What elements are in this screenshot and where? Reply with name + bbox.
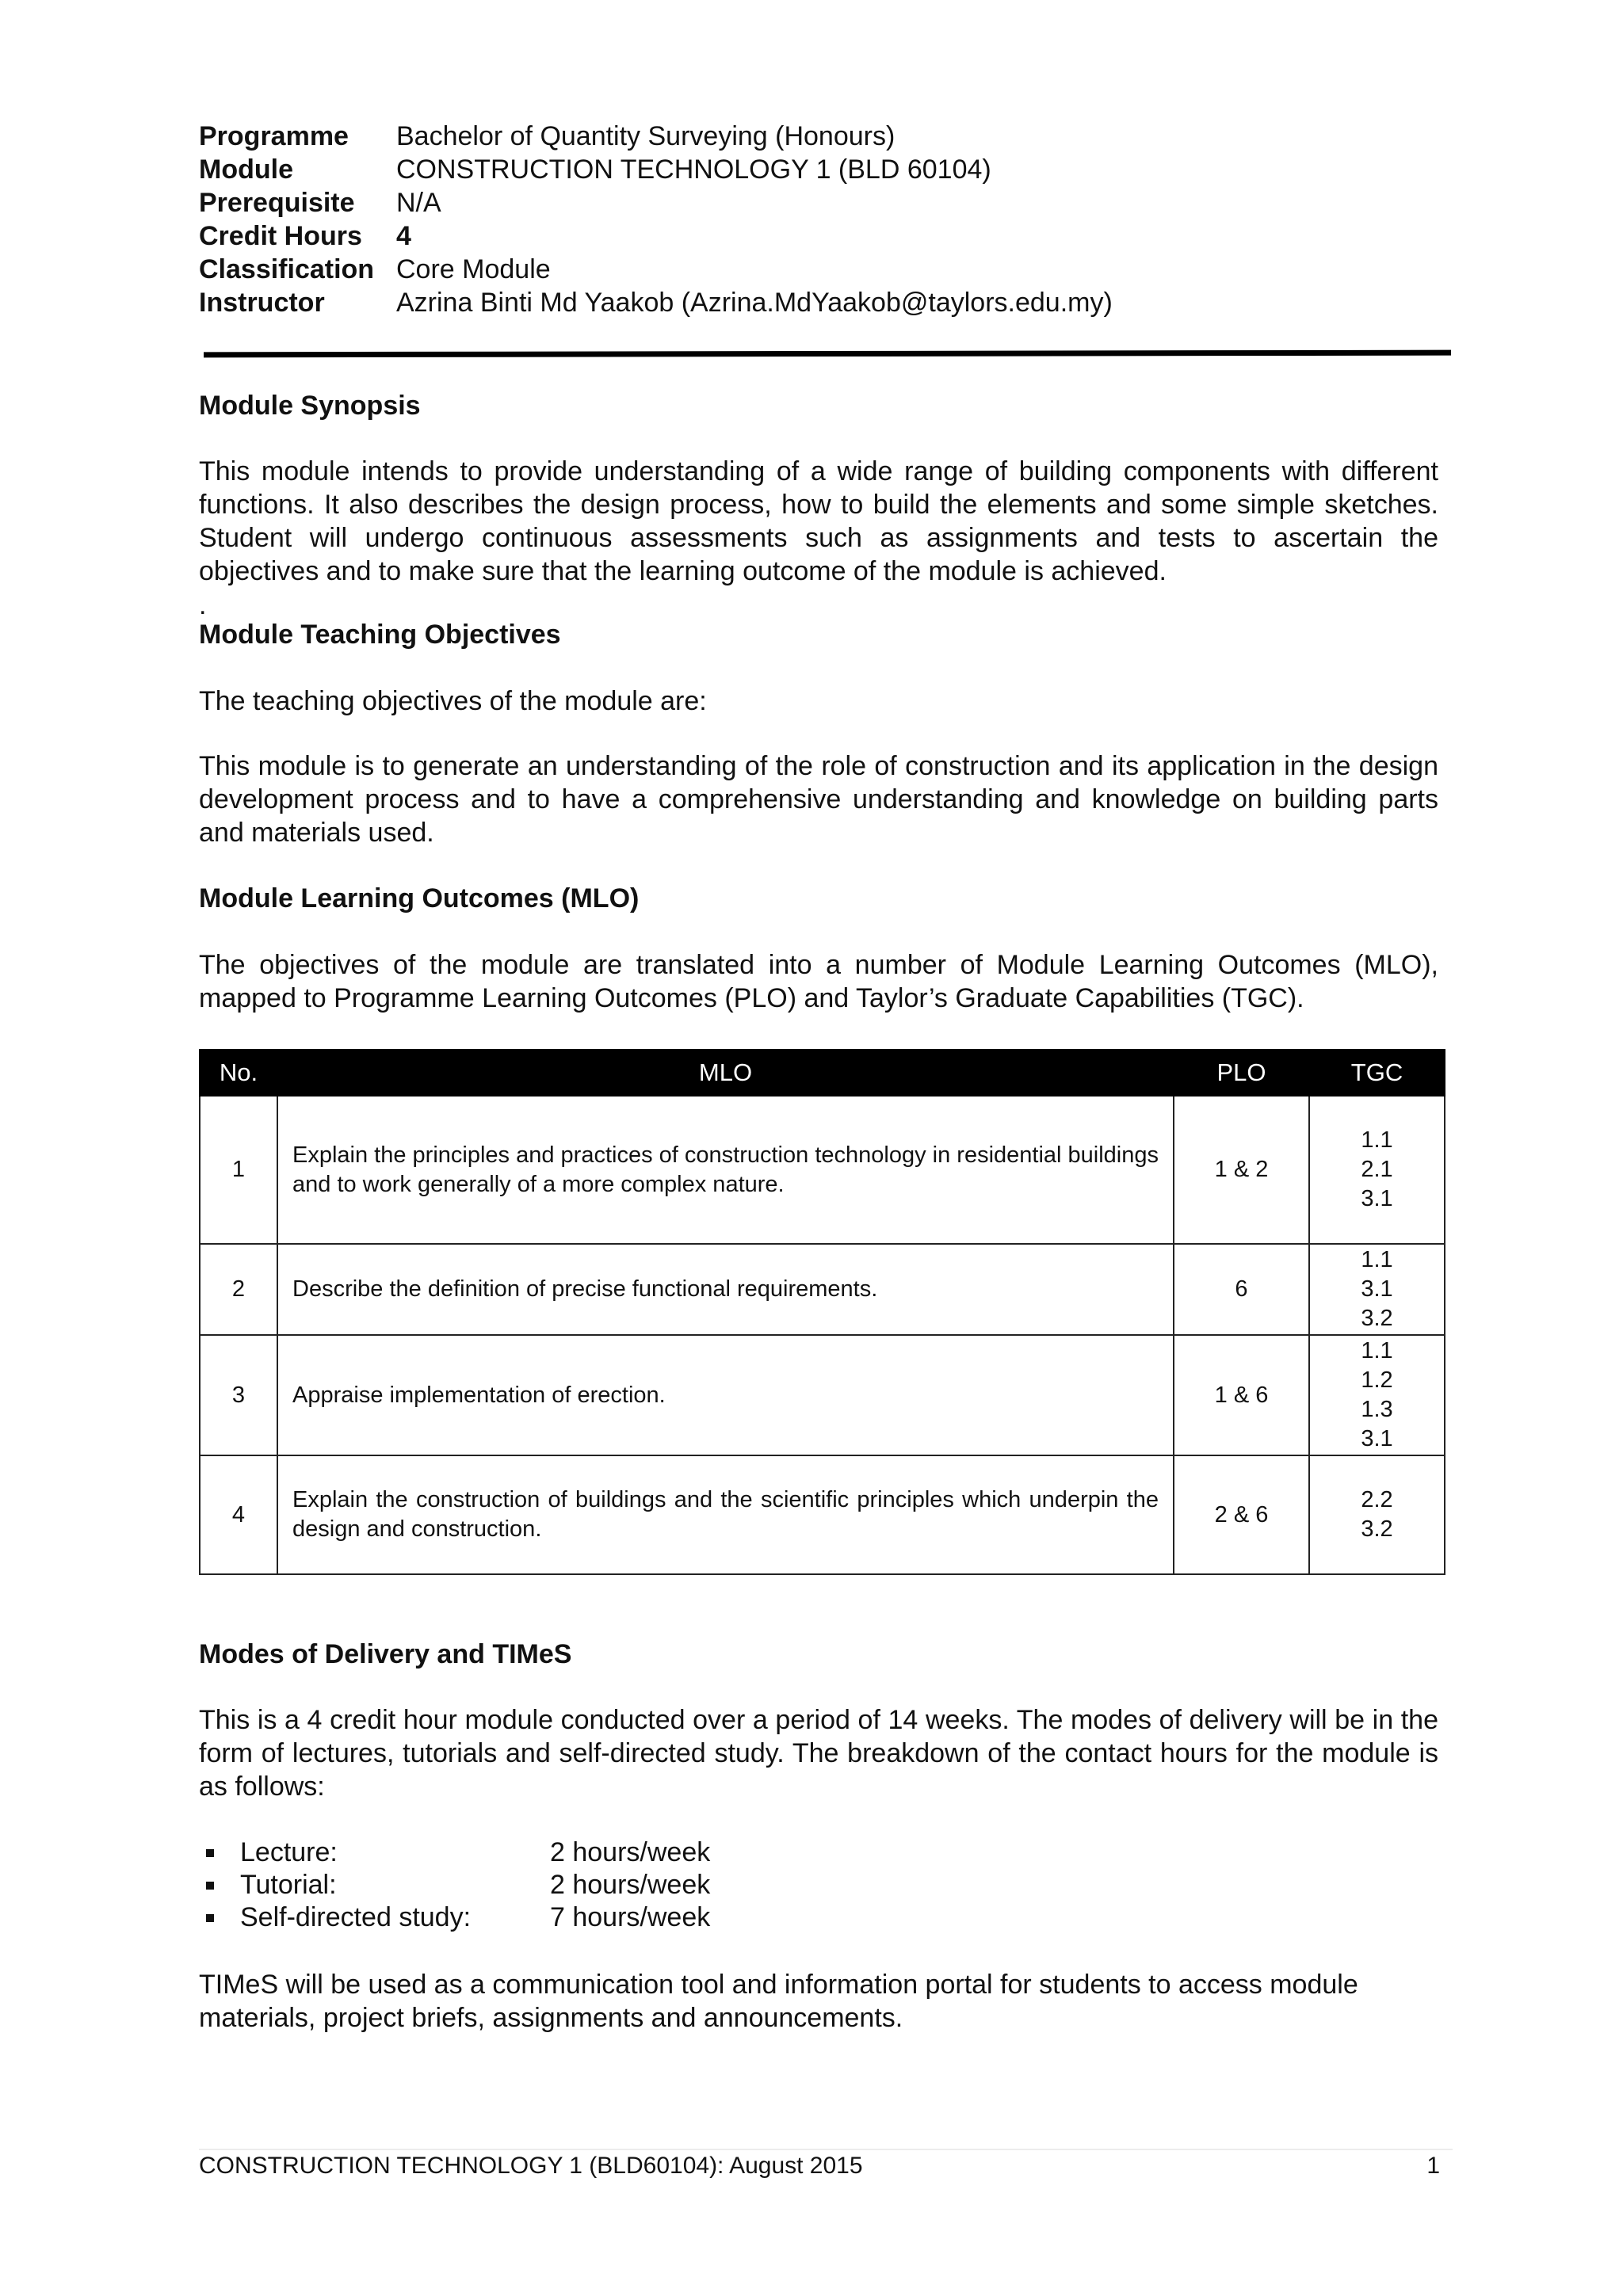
cell-no: 1 xyxy=(200,1096,277,1244)
cell-plo: 2 & 6 xyxy=(1174,1455,1309,1574)
info-row-prerequisite xyxy=(199,186,1113,219)
cell-tgc xyxy=(1309,1244,1445,1335)
info-row-module xyxy=(199,153,1113,186)
tgc-value: 3.2 xyxy=(1361,1306,1393,1331)
tgc-value: 2.2 xyxy=(1361,1487,1393,1512)
cell-tgc xyxy=(1309,1096,1445,1244)
table-row xyxy=(200,1455,1445,1574)
info-label: Prerequisite xyxy=(199,188,355,218)
stray-period: . xyxy=(199,590,207,620)
header-divider xyxy=(204,350,1451,358)
tgc-value: 1.1 xyxy=(1361,1247,1393,1272)
header-no: No. xyxy=(200,1050,277,1096)
table-header-row xyxy=(200,1050,1445,1096)
objectives-heading: Module Teaching Objectives xyxy=(199,620,561,650)
synopsis-body: This module intends to provide understanding of a wide range of building components with different functions. It also describes the design process, how to build the elements and some simple sketches. Student will undergo continuous assessments such as assignments and tests to ascertain the objectives and to make sure that the learning outcome of the module is achieved. xyxy=(199,456,1438,586)
tgc-value: 1.1 xyxy=(1361,1127,1393,1153)
synopsis-heading: Module Synopsis xyxy=(199,391,421,421)
item-value: 2 hours/week xyxy=(550,1837,711,1867)
tgc-value: 3.2 xyxy=(1361,1516,1393,1542)
cell-no: 4 xyxy=(200,1455,277,1574)
info-row-programme xyxy=(199,120,1113,153)
bullet-icon xyxy=(206,1882,214,1890)
tgc-value: 1.3 xyxy=(1361,1397,1393,1422)
list-item xyxy=(199,1836,710,1869)
tgc-value: 3.1 xyxy=(1361,1426,1393,1451)
header-mlo: MLO xyxy=(277,1050,1174,1096)
tgc-value: 1.1 xyxy=(1361,1338,1393,1363)
info-value: Azrina Binti Md Yaakob (Azrina.MdYaakob@taylors.edu.my) xyxy=(396,288,1113,318)
page-number: 1 xyxy=(1426,2153,1440,2179)
cell-mlo: Appraise implementation of erection. xyxy=(277,1335,1174,1455)
info-value: 4 xyxy=(396,221,411,251)
contact-hours-list xyxy=(199,1836,710,1934)
cell-plo: 1 & 2 xyxy=(1174,1096,1309,1244)
module-info xyxy=(199,120,1113,319)
delivery-heading: Modes of Delivery and TIMeS xyxy=(199,1639,572,1669)
info-label: Credit Hours xyxy=(199,221,362,251)
table-row xyxy=(200,1096,1445,1244)
delivery-body: This is a 4 credit hour module conducted over a period of 14 weeks. The modes of delivery will be in the form of lectures, tutorials and self-directed study. The breakdown of the contact hours for the module is as follows: xyxy=(199,1705,1438,1802)
cell-tgc xyxy=(1309,1335,1445,1455)
tgc-value: 3.1 xyxy=(1361,1186,1393,1211)
item-label: Tutorial: xyxy=(240,1870,337,1900)
header-plo: PLO xyxy=(1174,1050,1309,1096)
info-row-credit-hours xyxy=(199,219,1113,253)
item-label: Self-directed study: xyxy=(240,1902,472,1932)
info-value: N/A xyxy=(396,188,441,218)
cell-no: 2 xyxy=(200,1244,277,1335)
table-row xyxy=(200,1335,1445,1455)
tgc-value: 1.2 xyxy=(1361,1367,1393,1393)
cell-plo: 1 & 6 xyxy=(1174,1335,1309,1455)
item-value: 2 hours/week xyxy=(550,1870,711,1900)
info-row-classification xyxy=(199,253,1113,286)
table-row xyxy=(200,1244,1445,1335)
cell-mlo: Describe the definition of precise functional requirements. xyxy=(277,1244,1174,1335)
info-value: CONSTRUCTION TECHNOLOGY 1 (BLD 60104) xyxy=(396,154,991,185)
info-label: Instructor xyxy=(199,288,325,318)
list-item xyxy=(199,1869,710,1901)
cell-no: 3 xyxy=(200,1335,277,1455)
cell-plo: 6 xyxy=(1174,1244,1309,1335)
cell-mlo: Explain the construction of buildings and the scientific principles which underpin the design and construction. xyxy=(277,1455,1174,1574)
tgc-value: 2.1 xyxy=(1361,1157,1393,1182)
tgc-value: 3.1 xyxy=(1361,1276,1393,1302)
outcomes-body: The objectives of the module are translated into a number of Module Learning Outcomes (MLO), mapped to Programme Learning Outcomes (PLO) and Taylor’s Graduate Capabilities (TGC). xyxy=(199,950,1438,1013)
bullet-icon xyxy=(206,1914,214,1922)
outcomes-heading: Module Learning Outcomes (MLO) xyxy=(199,883,640,913)
info-row-instructor xyxy=(199,286,1113,319)
cell-tgc xyxy=(1309,1455,1445,1574)
info-value: Bachelor of Quantity Surveying (Honours) xyxy=(396,121,896,151)
mlo-table xyxy=(199,1049,1445,1575)
info-value: Core Module xyxy=(396,254,551,284)
header-tgc: TGC xyxy=(1309,1050,1445,1096)
info-label: Classification xyxy=(199,254,375,284)
page-footer xyxy=(199,2150,1440,2182)
objectives-body: This module is to generate an understanding of the role of construction and its application in the design development process and to have a comprehensive understanding and knowledge on building parts and materials used. xyxy=(199,751,1438,848)
item-label: Lecture: xyxy=(240,1837,338,1867)
footer-text: CONSTRUCTION TECHNOLOGY 1 (BLD60104): August 2015 xyxy=(199,2153,863,2179)
objectives-intro: The teaching objectives of the module are: xyxy=(199,686,707,716)
info-label: Module xyxy=(199,154,293,185)
times-note: TIMeS will be used as a communication tool and information portal for students to access module materials, project briefs, assignments and announcements. xyxy=(199,1970,1358,2033)
cell-mlo: Explain the principles and practices of construction technology in residential buildings and to work generally of a more complex nature. xyxy=(277,1096,1174,1244)
bullet-icon xyxy=(206,1849,214,1857)
list-item xyxy=(199,1901,710,1934)
item-value: 7 hours/week xyxy=(550,1902,711,1932)
info-label: Programme xyxy=(199,121,349,151)
